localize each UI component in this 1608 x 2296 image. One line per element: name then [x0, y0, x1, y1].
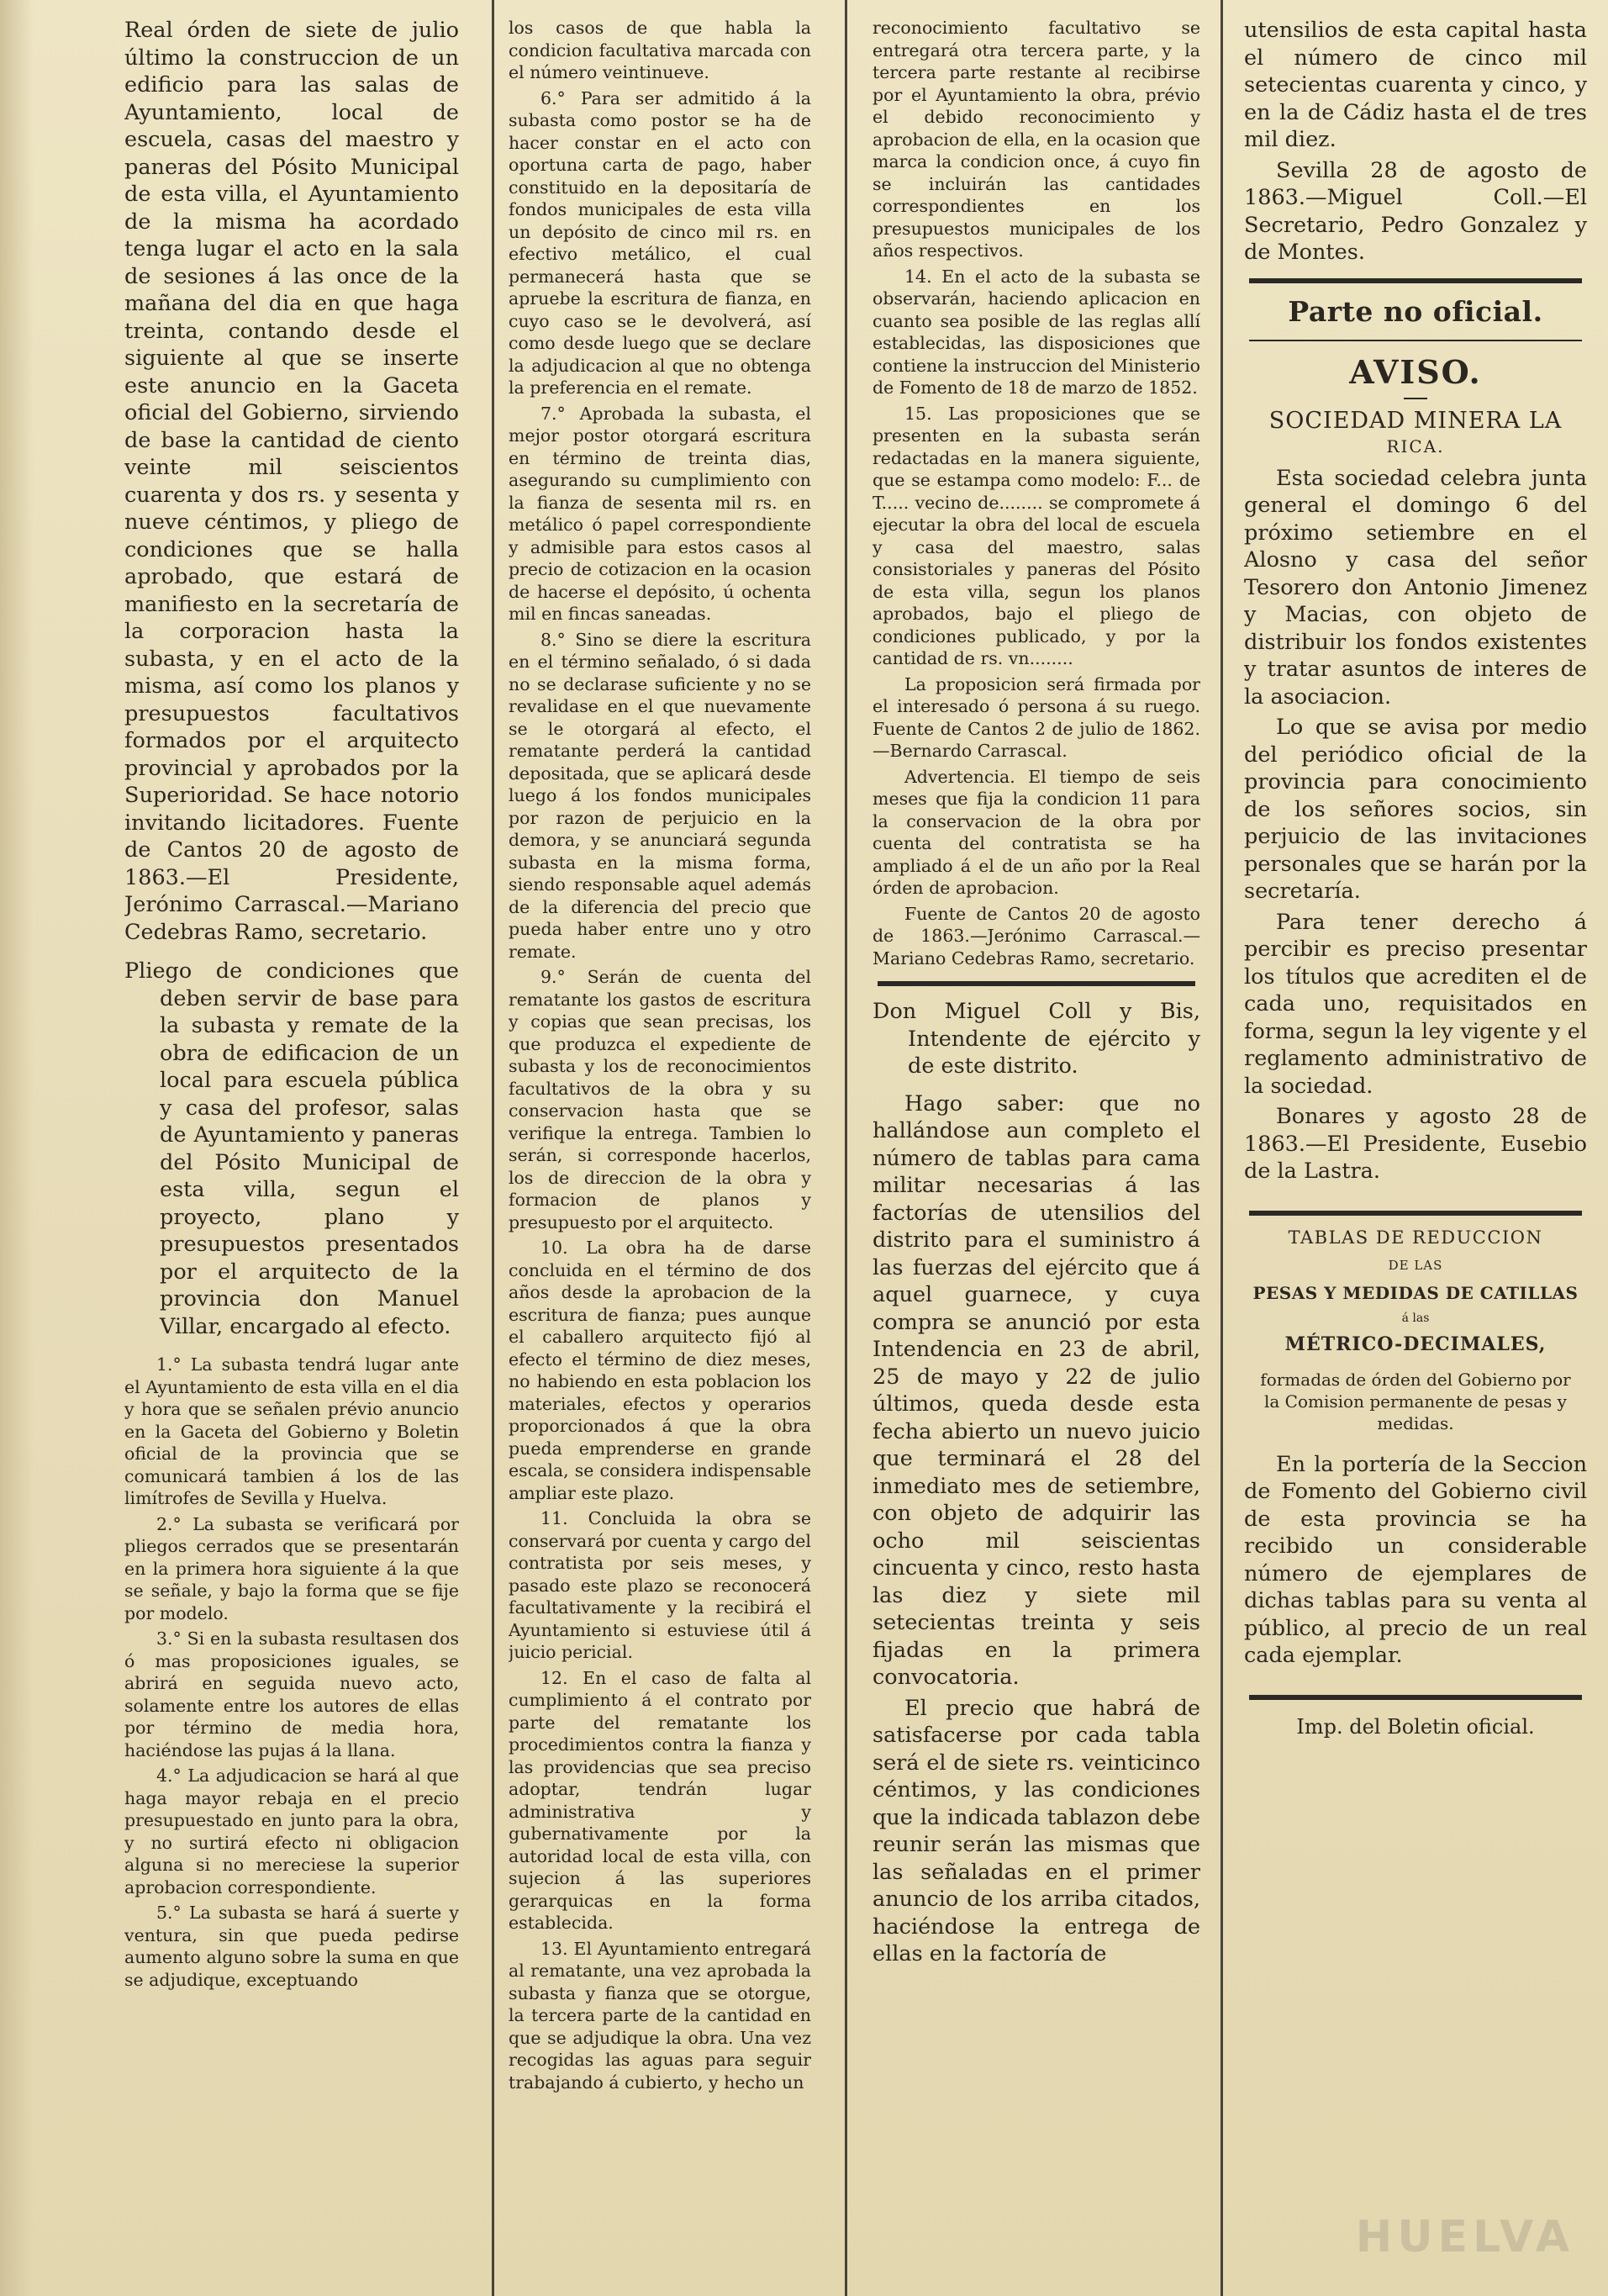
section-divider	[1249, 340, 1582, 341]
intendente-heading: Don Miguel Coll y Bis, Intendente de ejército y de este distrito.	[873, 999, 1200, 1079]
section-divider	[1249, 1211, 1582, 1216]
pliego-title: Pliego de condiciones que deben servir de base para la subasta y remate de la obra de edificacion de un local para escuela pública y casa del profesor, salas de Ayuntamiento y paneras del Pósito Municipal de esta villa, segun el proyecto, plano y presupuestos presentados por el arquitecto de la provincia don Manuel Villar, encargado al efecto.	[124, 958, 459, 1339]
condition-10: 10. La obra ha de darse concluida en el término de dos años desde la aprobacion de la escritura de fianza; pues aunque el caballero arquitecto fijó al efecto el término de diez meses, no habiendo en esta poblacion los materiales, efectos y operarios proporcionados á que la obra pueda emprenderse en grande escala, se considera indispensable ampliar este plazo.	[509, 1238, 811, 1503]
bonares-signature: Bonares y agosto 28 de 1863.—El Presidente, Eusebio de la Lastra.	[1244, 1104, 1587, 1184]
junta-paragraph: Esta sociedad celebra junta general el domingo 6 del próximo setiembre en el Alosno y casa del señor Tesorero don Antonio Jimenez y Macias, con objeto de distribuir los fondos existentes y tratar asuntos de interes de la asociacion.	[1244, 465, 1587, 710]
aviso-paragraph: Lo que se avisa por medio del periódico oficial de la provincia para conocimiento de los señores socios, sin perjuicio de las invitaciones personales que se harán por la secretaría.	[1244, 715, 1587, 904]
condition-11: 11. Concluida la obra se conservará por cuenta y cargo del contratista por seis meses, y pasado este plazo se reconocerá facultativamente y la recibirá el Ayuntamiento si estuviese útil á juicio pericial.	[509, 1508, 811, 1662]
condition-8: 8.° Sino se diere la escritura en el término señalado, ó si dada no se declarase suficiente y no se revalidase en el que nuevamente se le otorgará al efecto, el rematante perderá la cantidad depositada, que se aplicará desde luego á los fondos municipales por razon de perjuicio en la demora, y se anunciará segunda subasta en la misma forma, siendo responsable aquel además de la diferencia del precio que pueda haber entre uno y otro remate.	[509, 629, 811, 962]
sevilla-signature: Sevilla 28 de agosto de 1863.—Miguel Coll.—El Secretario, Pedro Gonzalez y de Montes.	[1244, 157, 1587, 265]
condition-14: 14. En el acto de la subasta se observarán, haciendo aplicacion en cuanto sea posible de las reglas allí establecidas, las disposiciones que contiene la instruccion del Ministerio de Fomento de 18 de marzo de 1852.	[873, 266, 1200, 398]
column-rule	[845, 0, 847, 2296]
announcement-paragraph: Real órden de siete de julio último la construccion de un edificio para las salas de Ayuntamiento, local de escuela, casas del maestro y paneras del Pósito Municipal de esta villa, el Ayuntamiento de la misma ha acordado tenga lugar el acto en la sala de sesiones á las once de la mañana del dia en que haga treinta, contando desde el siguiente al que se inserte este anuncio en la Gaceta oficial del Gobierno, sirviendo de base la cantidad de ciento veinte mil seiscientos cuarenta y dos rs. y sesenta y nueve céntimos, y pliego de condiciones que se halla aprobado, que estará de manifiesto en la secretaría de la corporacion hasta la subasta, y en el acto de la misma, así como los planos y presupuestos facultativos formados por el arquitecto provincial y aprobados por la Superioridad. Se hace notorio invitando licitadores. Fuente de Cantos 20 de agosto de 1863.—El Presidente, Jerónimo Carrascal.—Mariano Cedebras Ramo, secretario.	[124, 18, 459, 945]
tablas-metrico: MÉTRICO-DECIMALES,	[1284, 1333, 1547, 1355]
signature-date: Fuente de Cantos 20 de agosto de 1863.—Jerónimo Carrascal.—Mariano Cedebras Ramo, secretario.	[873, 903, 1200, 969]
column-1	[124, 17, 459, 2279]
condition-6: 6.° Para ser admitido á la subasta como postor se ha de hacer constar en el acto con oportuna carta de pago, haber constituido en la depositaría de fondos municipales de esta villa un depósito de cinco mil rs. en efectivo metálico, el cual permanecerá hasta que se apruebe la escritura de fianza, en cuyo caso se le devolverá, así como desde luego que se declare la adjudicacion al que no obtenga la preferencia en el remate.	[509, 87, 811, 398]
column-4	[1244, 17, 1587, 2279]
utensilios-cont: utensilios de esta capital hasta el número de cinco mil setecientas cuarenta y cinco, y en la de Cádiz hasta el de tres mil diez.	[1244, 18, 1587, 152]
advertencia: Advertencia. El tiempo de seis meses que fija la condicion 11 para la conservacion de la obra por cuenta del contratista se ha ampliado á el de un año por la Real órden de aprobacion.	[873, 766, 1200, 898]
tablas-a: á las	[1401, 1311, 1430, 1325]
condition-12: 12. En el caso de falta al cumplimiento á el contrato por parte del rematante los procedimientos contra la fianza y las providencias que sea preciso adoptar, tendrán lugar administrativa y gubernativamente por la autoridad local de esta villa, con sujecion á las superiores gerarquicas en la forma establecida.	[509, 1667, 811, 1933]
condition-5: 5.° La subasta se hará á suerte y ventura, sin que pueda pedirse aumento alguno sobre la suma en que se adjudique, exceptuando	[124, 1903, 459, 1990]
section-divider	[1249, 278, 1582, 283]
condition-13-cont: reconocimiento facultativo se entregará otra tercera parte, y la tercera parte restante al recibirse por el Ayuntamiento la obra, prévio el debido reconocimiento y aprobacion de ella, en la ocasion que marca la condicion once, á cuyo fin se incluirán las cantidades correspondientes en los presupuestos municipales de los años respectivos.	[873, 18, 1200, 261]
precio-paragraph: El precio que habrá de satisfacerse por cada tabla será el de siete rs. veinticinco céntimos, y las condiciones que la indicada tablazon debe reunir serán las mismas que las señaladas en el primer anuncio de los arriba citados, haciéndose la entrega de ellas en la factoría de	[873, 1695, 1200, 1966]
section-divider	[878, 981, 1195, 986]
derecho-paragraph: Para tener derecho á percibir es preciso presentar los títulos que acrediten el de cada uno, requisitados en forma, segun la ley vigente y el reglamento administrativo de la sociedad.	[1244, 909, 1587, 1099]
hago-saber-paragraph: Hago saber: que no hallándose aun completo el número de tablas para cama militar necesarias á las factorías de utensilios del distrito para el suministro á las fuerzas del ejército que á aquel guarnece, y cuya compra se anunció por esta Intendencia en 23 de abril, 25 de mayo y 22 de julio últimos, queda desde esta fecha abierto un nuevo juicio que terminará el 28 del inmediato mes de setiembre, con objeto de adquirir las ocho mil seiscientas cincuenta y cinco, resto hasta las diez y siete mil setecientas treinta y seis fijadas en la primera convocatoria.	[873, 1090, 1200, 1690]
parte-no-oficial-heading: Parte no oficial.	[1288, 294, 1543, 328]
short-rule	[1404, 398, 1427, 399]
tablas-formadas: formadas de órden del Gobierno por la Comision permanente de pesas y medidas.	[1260, 1369, 1571, 1433]
column-rule	[1220, 0, 1223, 2296]
imprenta-footer: Imp. del Boletin oficial.	[1296, 1714, 1535, 1739]
page-edge-shadow	[0, 0, 34, 2296]
tablas-title: TABLAS DE REDUCCION	[1288, 1227, 1543, 1248]
porteria-paragraph: En la portería de la Seccion de Fomento del Gobierno civil de esta provincia se ha recibido un considerable número de ejemplares de dichas tablas para su venta al público, al precio de un real cada ejemplar.	[1244, 1451, 1587, 1668]
condition-3: 3.° Si en la subasta resultasen dos ó mas proposiciones iguales, se abrirá en seguida nuevo acto, solamente entre los autores de ellas por término de media hora, haciéndose las pujas á la llana.	[124, 1628, 459, 1760]
sociedad-title: SOCIEDAD MINERA LA	[1268, 407, 1563, 434]
sociedad-subtitle: RICA.	[1386, 435, 1445, 457]
tablas-de: DE LAS	[1388, 1257, 1443, 1273]
condition-9: 9.° Serán de cuenta del rematante los gastos de escritura y copias que sean precisas, los que produzca el expediente de subasta y los de reconocimientos facultativos de la obra y su conservacion hasta que se verifique la entrega. Tambien lo serán, si corresponde hacerlos, los de direccion de la obra y formacion de planos y presupuesto por el arquitecto.	[509, 967, 811, 1232]
column-rule	[492, 0, 494, 2296]
tablas-pesas: PESAS Y MEDIDAS DE CATILLAS	[1252, 1282, 1579, 1303]
proposition-signature: La proposicion será firmada por el interesado ó persona á su ruego. Fuente de Cantos 2 de julio de 1862.—Bernardo Carrascal.	[873, 673, 1200, 761]
condition-15: 15. Las proposiciones que se presenten en la subasta serán redactadas en la manera siguiente, que se estampa como modelo: F... de T..... vecino de........ se compromete á ejecutar la obra del local de escuela y casa del maestro, salas consistoriales y paneras del Pósito de esta villa, segun los planos aprobados, bajo el pliego de condiciones publicado, y por la cantidad de rs. vn........	[873, 403, 1200, 668]
condition-13: 13. El Ayuntamiento entregará al rematante, una vez aprobada la subasta y fianza que se otorgue, la tercera parte de la cantidad en que se adjudique la obra. Una vez recogidas las aguas para seguir trabajando á cubierto, y hecho un	[509, 1938, 811, 2093]
section-divider	[1249, 1695, 1582, 1700]
condition-2: 2.° La subasta se verificará por pliegos cerrados que se presentarán en la primera hora siguiente á la que se señale, y bajo la forma que se fije por modelo.	[124, 1513, 459, 1623]
condition-5-cont: los casos de que habla la condicion facultativa marcada con el número veintinueve.	[509, 18, 811, 82]
aviso-heading: AVISO.	[1349, 352, 1482, 391]
condition-1: 1.° La subasta tendrá lugar ante el Ayuntamiento de esta villa en el dia y hora que se señalen prévio anuncio en la Gaceta del Gobierno y Boletin oficial de la provincia que se comunicará tambien á los de las limítrofes de Sevilla y Huelva.	[124, 1354, 459, 1508]
library-stamp: HUELVA	[1355, 2212, 1574, 2262]
column-2	[509, 17, 811, 2279]
condition-4: 4.° La adjudicacion se hará al que haga mayor rebaja en el precio presupuestado en junto para la obra, y no surtirá efecto ni obligacion alguna si no mereciese la superior aprobacion correspondiente.	[124, 1766, 459, 1897]
condition-7: 7.° Aprobada la subasta, el mejor postor otorgará escritura en término de treinta dias, asegurando su cumplimiento con la fianza de sesenta mil rs. en metálico ó papel correspondiente y admisible para estos casos al precio de cotizacion en la ocasion de hacerse el depósito, ú ochenta mil en fincas saneadas.	[509, 403, 811, 624]
column-3	[873, 17, 1200, 2279]
